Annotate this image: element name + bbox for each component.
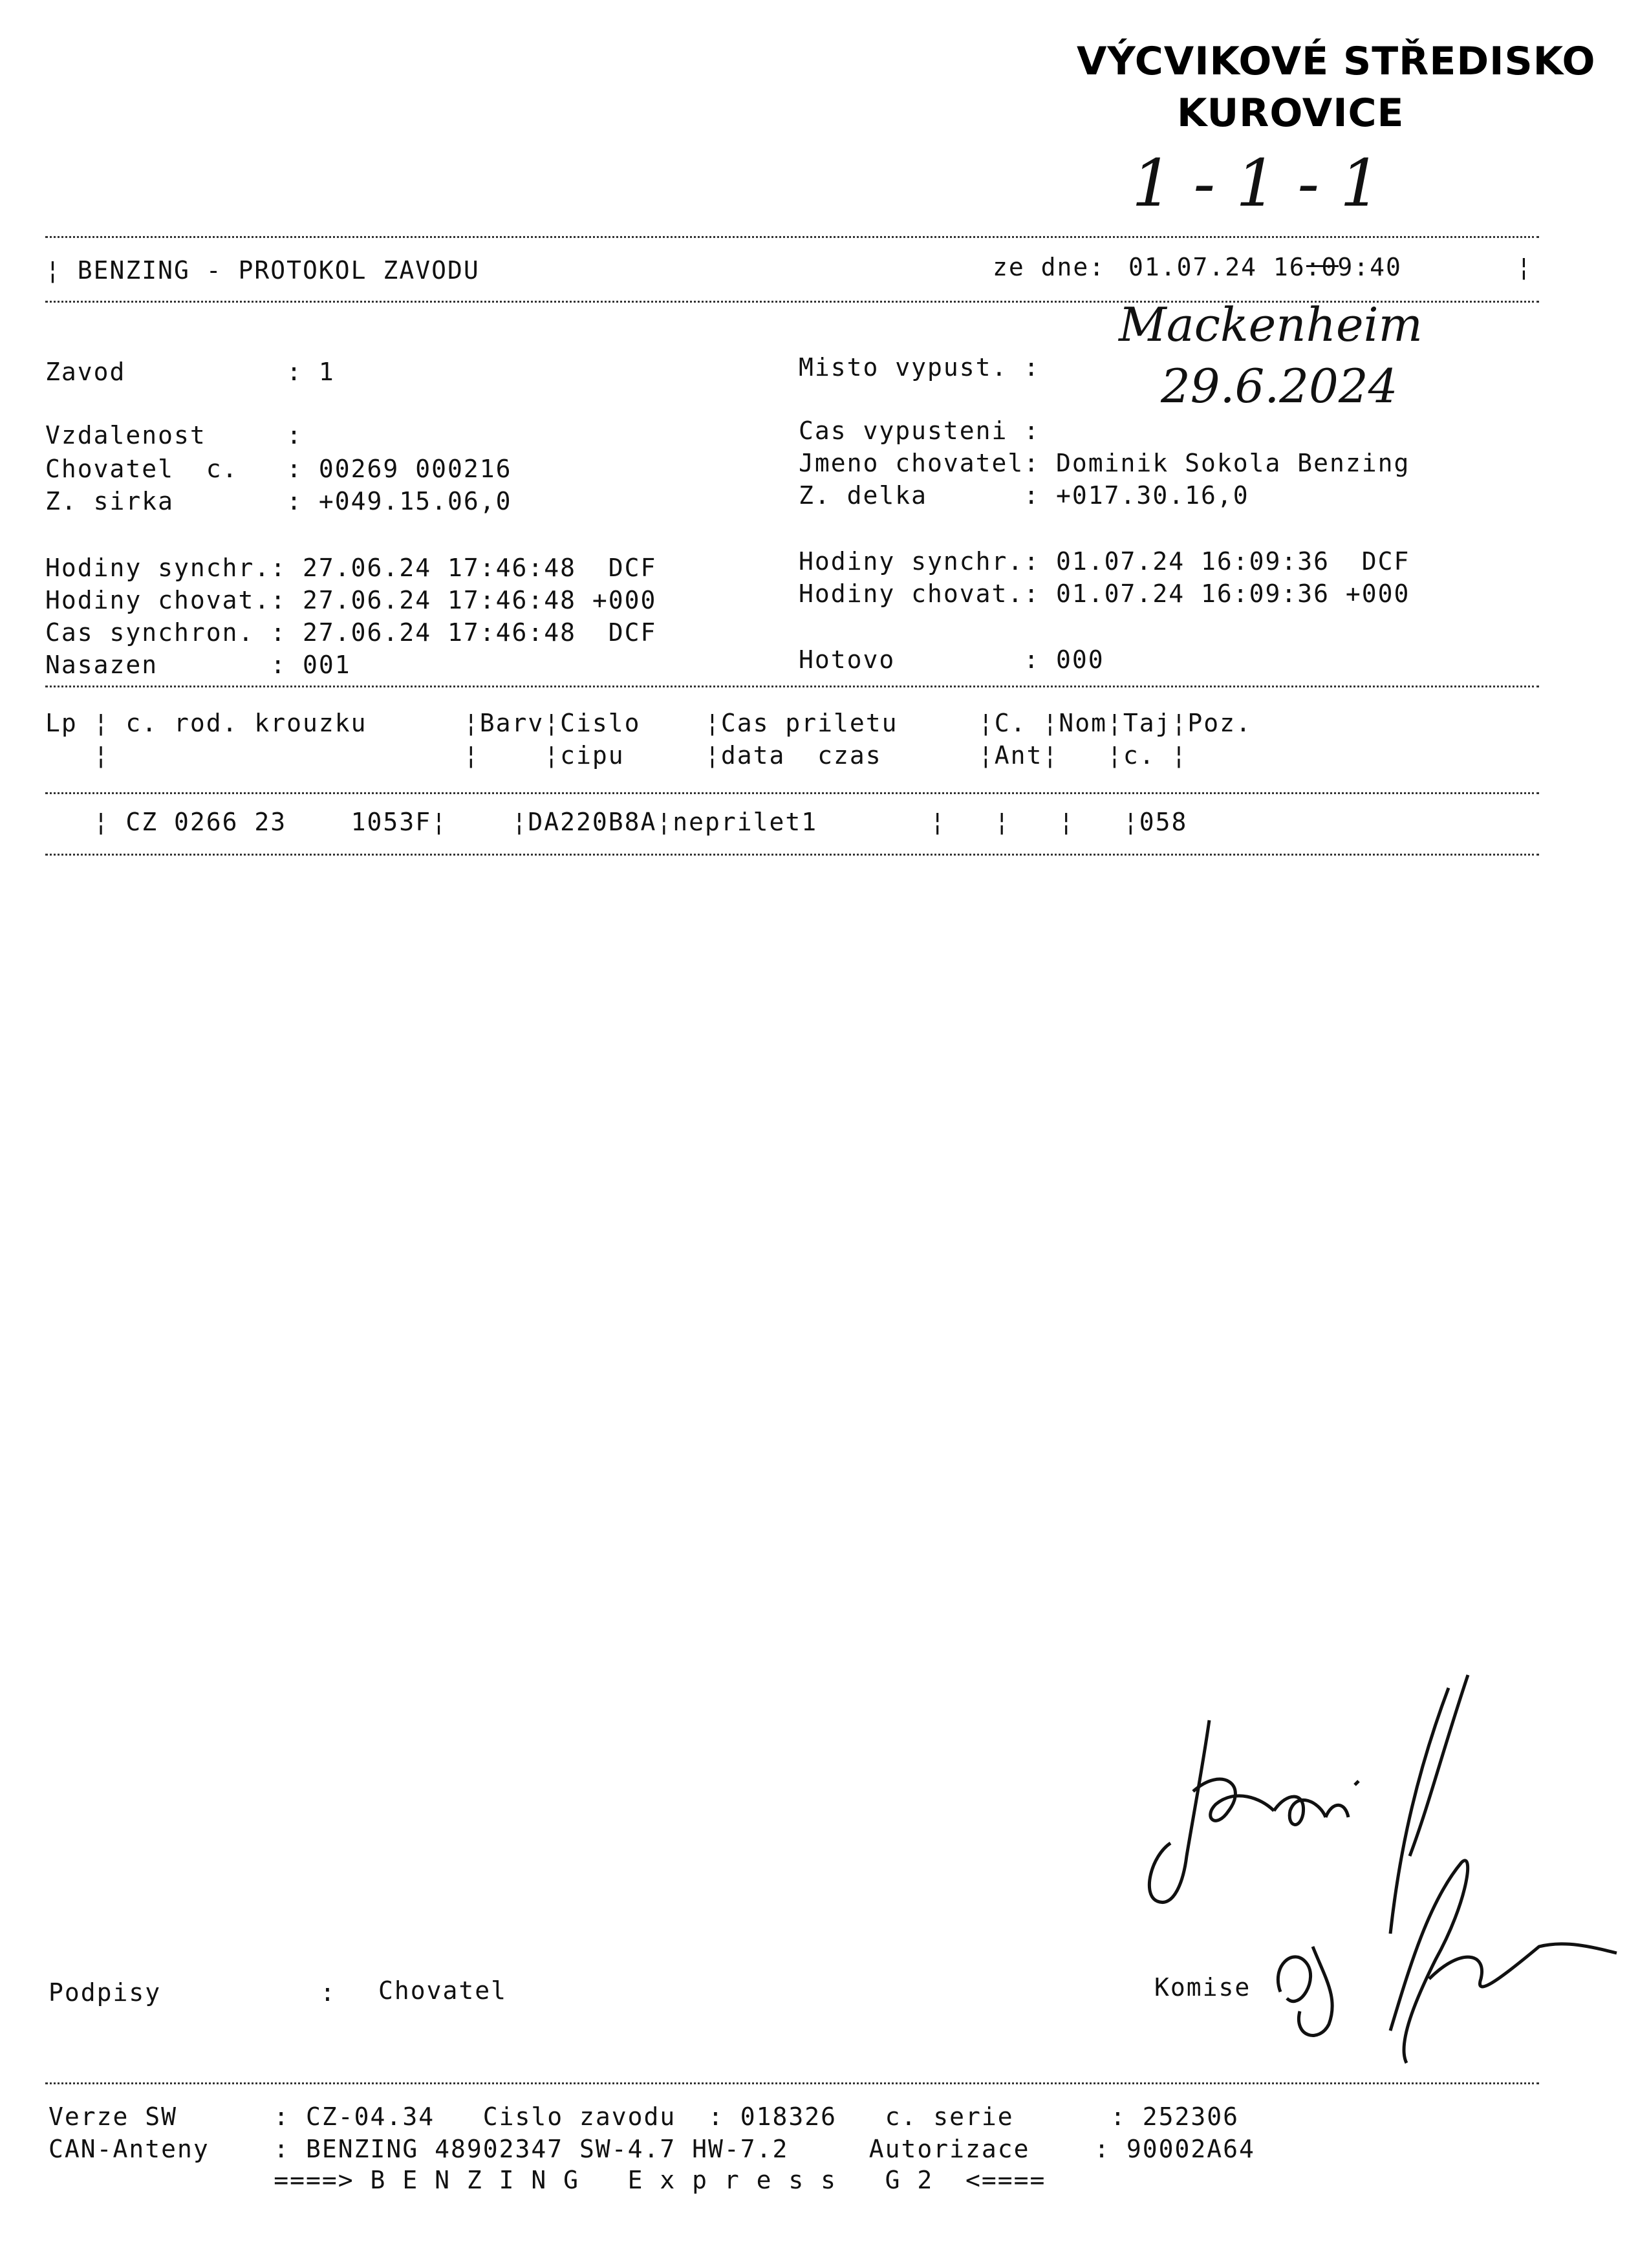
footer-line-1: Verze SW : CZ-04.34 Cislo zavodu : 018326 c. serie : 252306 [48, 2102, 1239, 2131]
info-right-line: Hodiny synchr.: 01.07.24 16:09:36 DCF [799, 547, 1410, 576]
handwritten-date: 29.6.2024 [1161, 359, 1398, 413]
date-strikeout [1306, 265, 1339, 267]
info-left-line: Vzdalenost : [45, 421, 303, 449]
info-right-line: Z. delka : +017.30.16,0 [799, 481, 1249, 510]
info-right-line: Hodiny chovat.: 01.07.24 16:09:36 +000 [799, 579, 1410, 608]
signatures-label: Podpisy [48, 1978, 162, 2007]
info-right-line: Cas vypusteni : [799, 416, 1040, 445]
info-right-line: Misto vypust. : [799, 353, 1040, 382]
divider [45, 792, 1539, 794]
header-right-bar: ¦ [1516, 253, 1533, 281]
handwritten-place: Mackenheim [1119, 297, 1423, 352]
date-value: 01.07.24 16:09:40 [1128, 253, 1402, 281]
divider [45, 2082, 1539, 2084]
chovatel-label: Chovatel [378, 1976, 508, 2005]
info-left-line: Zavod : 1 [45, 358, 335, 386]
table-header-line-2: ¦ ¦ ¦cipu ¦data czas ¦Ant¦ ¦c. ¦ [45, 741, 1188, 770]
divider [45, 686, 1539, 687]
footer-line-3: ====> B E N Z I N G E x p r e s s G 2 <==== [48, 2166, 1046, 2194]
handwritten-number: 1 - 1 - 1 [1132, 146, 1381, 221]
info-left-line: Chovatel c. : 00269 000216 [45, 455, 512, 483]
table-row: ¦ CZ 0266 23 1053F¦ ¦DA220B8A¦neprilet1 ¦ ¦ ¦ ¦058 [45, 808, 1188, 836]
table-header-line-1: Lp ¦ c. rod. krouzku ¦Barv¦Cislo ¦Cas priletu ¦C. ¦Nom¦Taj¦Poz. [45, 709, 1252, 737]
divider [45, 236, 1539, 238]
komise-label: Komise [1154, 1973, 1251, 2002]
commission-signature [1267, 1850, 1630, 2069]
page-title: ¦ BENZING - PROTOKOL ZAVODU [45, 256, 480, 285]
info-left-line: Hodiny chovat.: 27.06.24 17:46:48 +000 [45, 586, 657, 614]
info-right-line: Jmeno chovatel: Dominik Sokola Benzing [799, 449, 1410, 477]
info-right-line: Hotovo : 000 [799, 645, 1105, 674]
signatures-separator: : [320, 1978, 336, 2007]
info-left-line: Z. sirka : +049.15.06,0 [45, 487, 512, 515]
info-left-line: Cas synchron. : 27.06.24 17:46:48 DCF [45, 618, 657, 647]
info-left-line: Nasazen : 001 [45, 651, 351, 679]
stamp-line-2: KUROVICE [1177, 91, 1405, 136]
date-label: ze dne: [993, 253, 1106, 281]
divider [45, 854, 1539, 856]
info-left-line: Hodiny synchr.: 27.06.24 17:46:48 DCF [45, 554, 657, 582]
footer-line-2: CAN-Anteny : BENZING 48902347 SW-4.7 HW-7.2 Autorizace : 90002A64 [48, 2135, 1255, 2163]
stamp-line-1: VÝCVIKOVÉ STŘEDISKO [1077, 39, 1596, 84]
